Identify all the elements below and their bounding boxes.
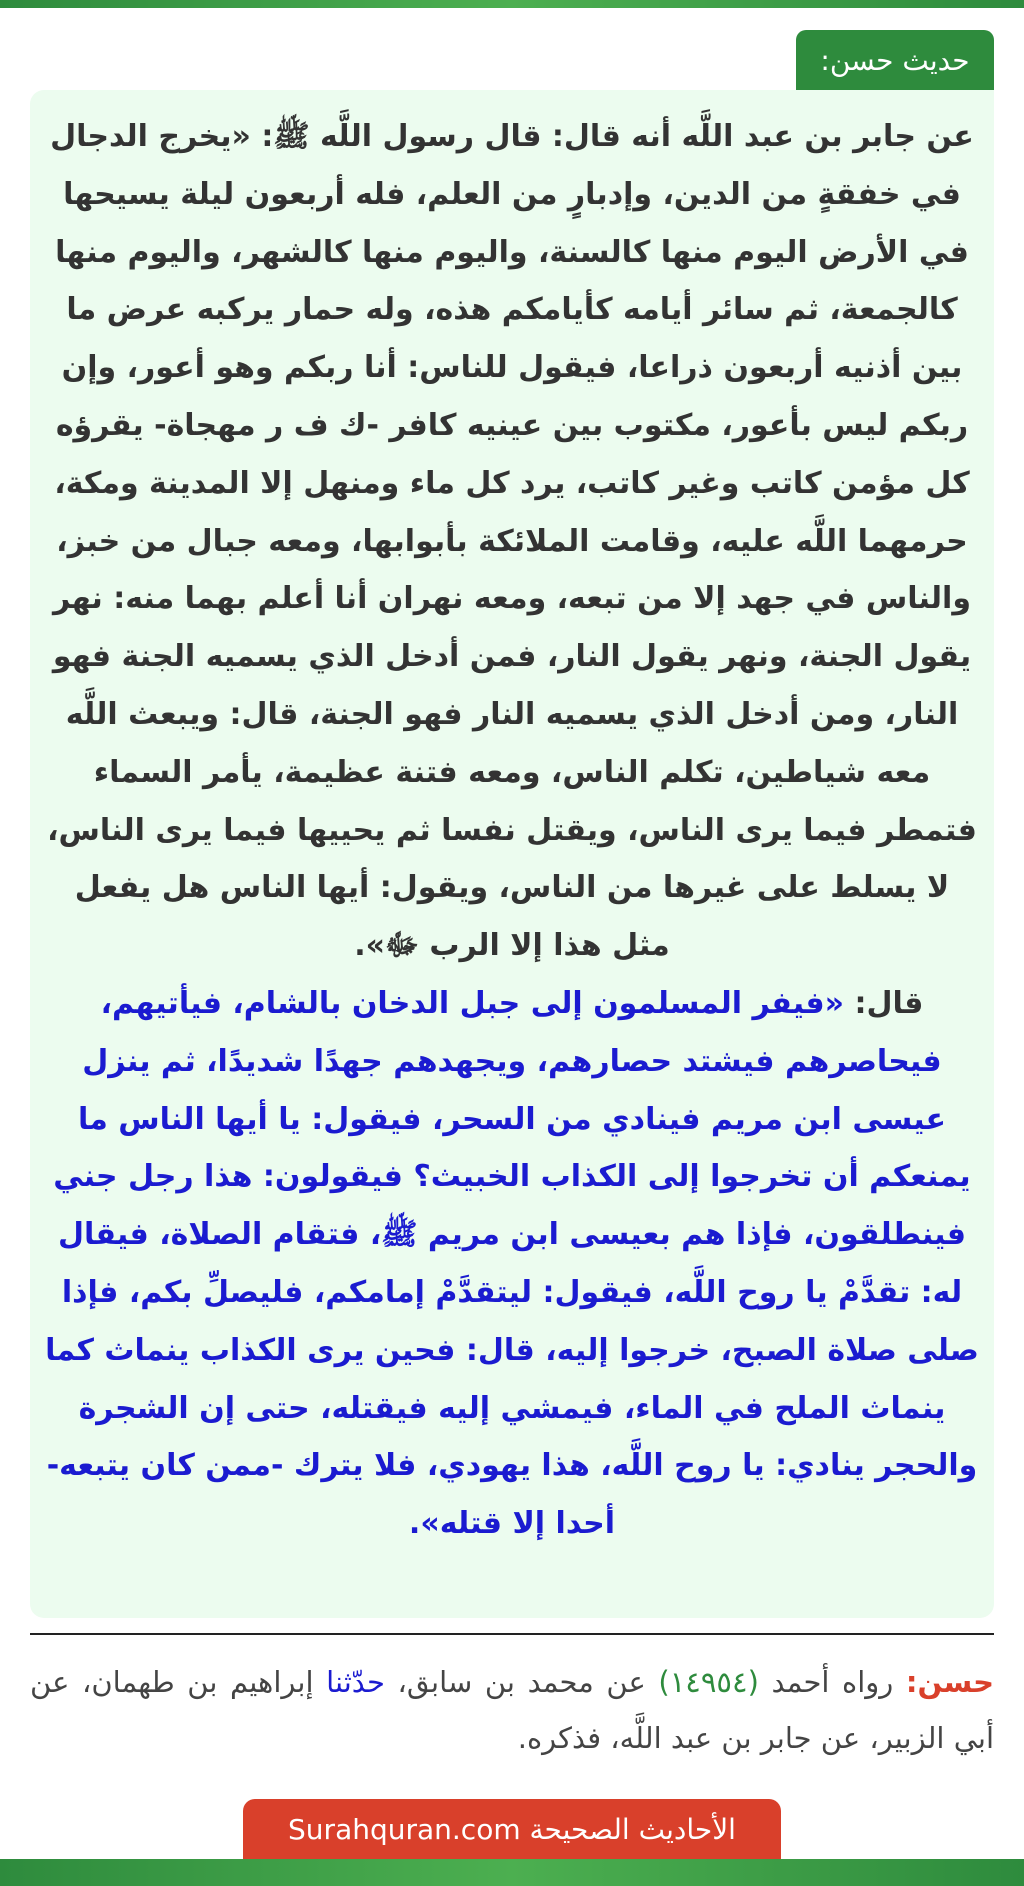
hadith-grade-label: حديث حسن: bbox=[820, 43, 970, 77]
bottom-accent-bar bbox=[0, 1859, 1024, 1886]
source-text-3: إبراهيم بن طهمان، عن أبي الزبير، عن جابر بن عبد اللَّه، فذكره. bbox=[30, 1665, 994, 1755]
hadith-text-box bbox=[30, 90, 994, 1618]
source-text-2: عن محمد بن سابق، bbox=[384, 1665, 659, 1699]
hadith-grade-tab bbox=[796, 30, 994, 90]
hadith-narration-main: عن جابر بن عبد اللَّه أنه قال: قال رسول اللَّه ﷺ: «يخرج الدجال في خفقةٍ من الدين، وإدبارٍ من العلم، فله أربعون ليلة يسيحها في الأرض اليوم منها كالسنة، واليوم منها كالشهر، واليوم منها كالجمعة، ثم سائر أيامه كأيامكم هذه، وله حمار يركبه عرض ما بين أذنيه أربعون ذراعا، فيقول للناس: أنا ربكم وهو أعور، وإن ربكم ليس بأعور، مكتوب بين عينيه كافر -ك ف ر مهجاة- يقرؤه كل مؤمن كاتب وغير كاتب، يرد كل ماء ومنهل إلا المدينة ومكة، حرمهما اللَّه عليه، وقامت الملائكة بأبوابها، ومعه جبال من خبز، والناس في جهد إلا من تبعه، ومعه نهران أنا أعلم بهما منه: نهر يقول الجنة، ونهر يقول النار، فمن أدخل الذي يسميه الجنة فهو النار، ومن أدخل الذي يسميه النار فهو الجنة، قال: ويبعث اللَّه معه شياطين، تكلم الناس، ومعه فتنة عظيمة، يأمر السماء فتمطر فيما يرى الناس، ويقتل نفسا ثم يحييها فيما يرى الناس، لا يسلط على غيرها من الناس، ويقول: أيها الناس هل يفعل مثل هذا إلا الرب ﷻ». bbox=[47, 119, 977, 964]
site-footer-badge[interactable] bbox=[243, 1799, 781, 1859]
source-grade: حسن: bbox=[905, 1665, 994, 1699]
haddathana-link[interactable]: حدّثنا bbox=[326, 1665, 385, 1699]
site-footer-label: الأحاديث الصحيحة Surahquran.com bbox=[288, 1812, 736, 1846]
hadith-number: (١٤٩٥٤) bbox=[658, 1665, 759, 1699]
section-divider bbox=[30, 1633, 994, 1635]
top-accent-bar bbox=[0, 0, 1024, 8]
qala-prefix: قال: bbox=[844, 985, 924, 1021]
hadith-narration-continuation bbox=[44, 975, 980, 1553]
source-text-1: رواه أحمد bbox=[758, 1665, 906, 1699]
hadith-source-note bbox=[30, 1654, 994, 1766]
hadith-narration-blue: «فيفر المسلمون إلى جبل الدخان بالشام، فيأتيهم، فيحاصرهم فيشتد حصارهم، ويجهدهم جهدًا شديدًا، ثم ينزل عيسى ابن مريم فينادي من السحر، فيقول: يا أيها الناس ما يمنعكم أن تخرجوا إلى الكذاب الخبيث؟ فيقولون: هذا رجل جني فينطلقون، فإذا هم بعيسى ابن مريم ﷺ، فتقام الصلاة، فيقال له: تقدَّمْ يا روح اللَّه، فيقول: ليتقدَّمْ إمامكم، فليصلِّ بكم، فإذا صلى صلاة الصبح، خرجوا إليه، قال: فحين يرى الكذاب ينماث كما ينماث الملح في الماء، فيمشي إليه فيقتله، حتى إن الشجرة والحجر ينادي: يا روح اللَّه، هذا يهودي، فلا يترك -ممن كان يتبعه- أحدا إلا قتله». bbox=[45, 985, 979, 1542]
